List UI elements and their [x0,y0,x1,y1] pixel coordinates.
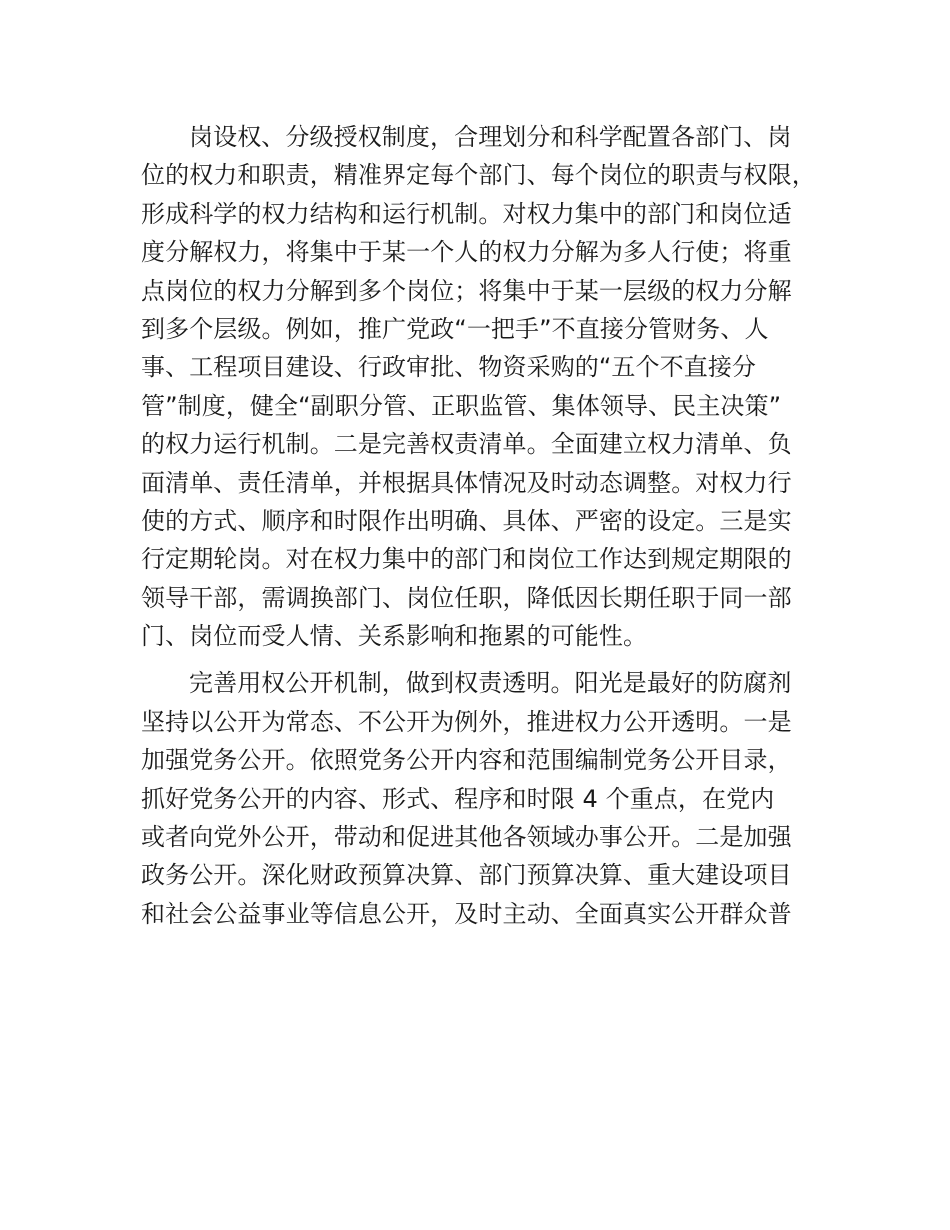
text-line: 政务公开。深化财政预算决算、部门预算决算、重大建设项目 [141,861,792,890]
text-line: 位的权力和职责，精准界定每个部门、每个岗位的职责与权限， [141,161,816,190]
text-line: 度分解权力，将集中于某一个人的权力分解为多人行使；将重 [141,238,792,267]
text-line: 管”制度，健全“副职分管、正职监管、集体领导、民主决策” [141,391,782,420]
text-line: 或者向党外公开，带动和促进其他各领域办事公开。二是加强 [141,823,792,852]
text-line: 到多个层级。例如，推广党政“一把手”不直接分管财务、人 [141,314,769,343]
text-line: 事、工程项目建设、行政审批、物资采购的“五个不直接分 [141,353,757,382]
paragraph-2 [141,664,821,933]
text-line: 使的方式、顺序和时限作出明确、具体、严密的设定。三是实 [141,506,792,535]
text-line: 面清单、责任清单，并根据具体情况及时动态调整。对权力行 [141,468,792,497]
text-line: 抓好党务公开的内容、形式、程序和时限 4 个重点，在党内 [141,784,775,813]
text-line: 形成科学的权力结构和运行机制。对权力集中的部门和岗位适 [141,199,792,228]
text-line: 领导干部，需调换部门、岗位任职，降低因长期任职于同一部 [141,583,792,612]
text-line: 点岗位的权力分解到多个岗位；将集中于某一层级的权力分解 [141,276,792,305]
paragraph-1 [141,118,821,655]
text-line: 行定期轮岗。对在权力集中的部门和岗位工作达到规定期限的 [141,545,792,574]
text-line: 加强党务公开。依照党务公开内容和范围编制党务公开目录， [141,746,792,775]
text-line: 岗设权、分级授权制度，合理划分和科学配置各部门、岗 [189,123,792,151]
paragraph-spacer [141,655,821,664]
text-line: 和社会公益事业等信息公开，及时主动、全面真实公开群众普 [141,899,792,928]
text-line: 的权力运行机制。二是完善权责清单。全面建立权力清单、负 [141,430,792,459]
text-line: 完善用权公开机制，做到权责透明。阳光是最好的防腐剂 [189,669,792,698]
document-body [141,118,821,933]
text-line: 坚持以公开为常态、不公开为例外，推进权力公开透明。一是 [141,707,792,736]
text-line: 门、岗位而受人情、关系影响和拖累的可能性。 [141,622,648,651]
